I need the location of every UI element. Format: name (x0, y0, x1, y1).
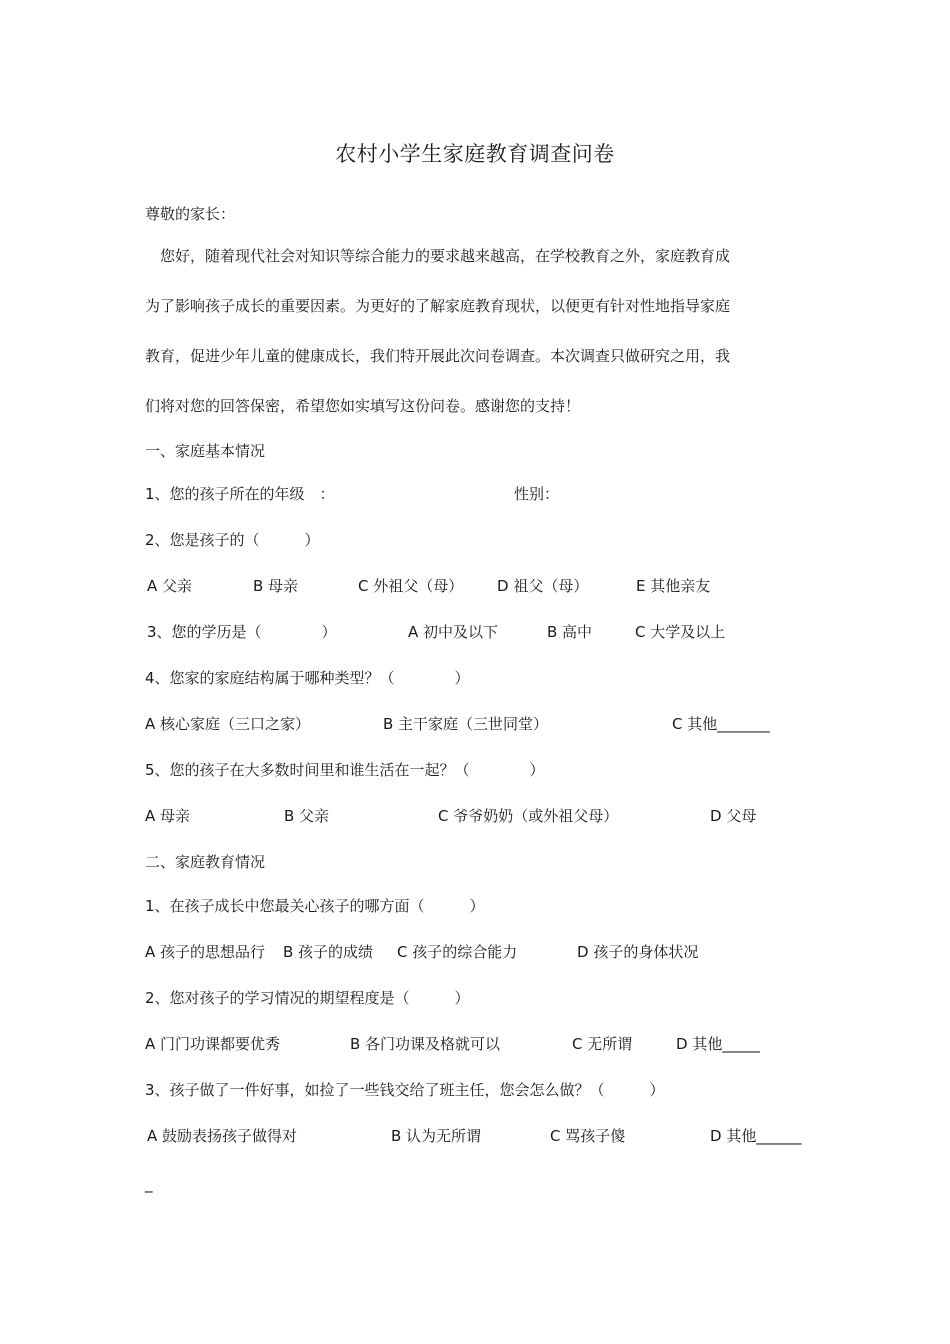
s2-q2-option-d: D 其他_____ (676, 1035, 760, 1053)
intro-line-1: 您好，随着现代社会对知识等综合能力的要求越来越高，在学校教育之外，家庭教育成 (145, 247, 731, 265)
s2-q3-option-b: B 认为无所谓 (391, 1127, 482, 1145)
s2-q1-option-c: C 孩子的综合能力 (397, 943, 518, 961)
s1-q3-option-c: C 大学及以上 (635, 623, 726, 641)
s1-q2-text: 2、您是孩子的（ ） (145, 531, 320, 549)
s1-q5-text: 5、您的孩子在大多数时间里和谁生活在一起？（ ） (145, 761, 545, 779)
intro-line-2: 为了影响孩子成长的重要因素。为更好的了解家庭教育现状，以便更有针对性地指导家庭 (145, 297, 731, 315)
s2-q3-option-d: D 其他______ (710, 1127, 802, 1145)
section2-heading: 二、家庭教育情况 (145, 853, 266, 871)
s1-q3-option-b: B 高中 (547, 623, 593, 641)
s1-q5-option-c: C 爷爷奶奶（或外祖父母） (438, 807, 619, 825)
s2-q2-option-a: A 门门功课都要优秀 (145, 1035, 281, 1053)
s2-q2-option-c: C 无所谓 (572, 1035, 633, 1053)
s1-q2-option-e: E 其他亲友 (636, 577, 711, 595)
s1-q2-option-d: D 祖父（母） (497, 577, 589, 595)
s1-q2-option-b: B 母亲 (253, 577, 299, 595)
s1-q5-option-b: B 父亲 (284, 807, 330, 825)
s1-q4-option-b: B 主干家庭（三世同堂） (383, 715, 549, 733)
s2-q3-text: 3、孩子做了一件好事，如捡了一些钱交给了班主任，您会怎么做？（ ） (145, 1081, 665, 1099)
page-title: 农村小学生家庭教育调查问卷 (335, 142, 615, 166)
s1-q2-option-c: C 外祖父（母） (358, 577, 464, 595)
s1-q4-option-a: A 核心家庭（三口之家） (145, 715, 311, 733)
s1-q5-option-d: D 父母 (710, 807, 757, 825)
s2-q1-option-a: A 孩子的思想品行 (145, 943, 266, 961)
section1-heading: 一、家庭基本情况 (145, 442, 266, 460)
s2-q1-text: 1、在孩子成长中您最关心孩子的哪方面（ ） (145, 897, 485, 915)
s1-q1-gender: 性别： (514, 485, 560, 503)
s1-q4-option-c: C 其他_______ (672, 715, 770, 733)
s1-q4-text: 4、您家的家庭结构属于哪种类型？（ ） (145, 669, 470, 687)
s1-q5-option-a: A 母亲 (145, 807, 191, 825)
intro-line-4: 们将对您的回答保密，希望您如实填写这份问卷。感谢您的支持！ (145, 397, 581, 415)
s2-q3-option-c: C 骂孩子傻 (550, 1127, 626, 1145)
intro-line-3: 教育，促进少年儿童的健康成长，我们特开展此次问卷调查。本次调查只做研究之用，我 (145, 347, 731, 365)
s2-q2-text: 2、您对孩子的学习情况的期望程度是（ ） (145, 989, 470, 1007)
s2-q1-option-d: D 孩子的身体状况 (577, 943, 699, 961)
s1-q1-text: 1、您的孩子所在的年级 ： (145, 485, 335, 503)
s1-q2-option-a: A 父亲 (147, 577, 193, 595)
s2-q2-option-b: B 各门功课及格就可以 (350, 1035, 501, 1053)
s1-q3-text: 3、您的学历是（ ） (147, 623, 337, 641)
s1-q3-option-a: A 初中及以下 (408, 623, 499, 641)
greeting: 尊敬的家长： (145, 205, 236, 223)
s2-q3-continuation: _ (145, 1175, 153, 1193)
s2-q3-option-a: A 鼓励表扬孩子做得对 (147, 1127, 298, 1145)
s2-q1-option-b: B 孩子的成绩 (283, 943, 374, 961)
